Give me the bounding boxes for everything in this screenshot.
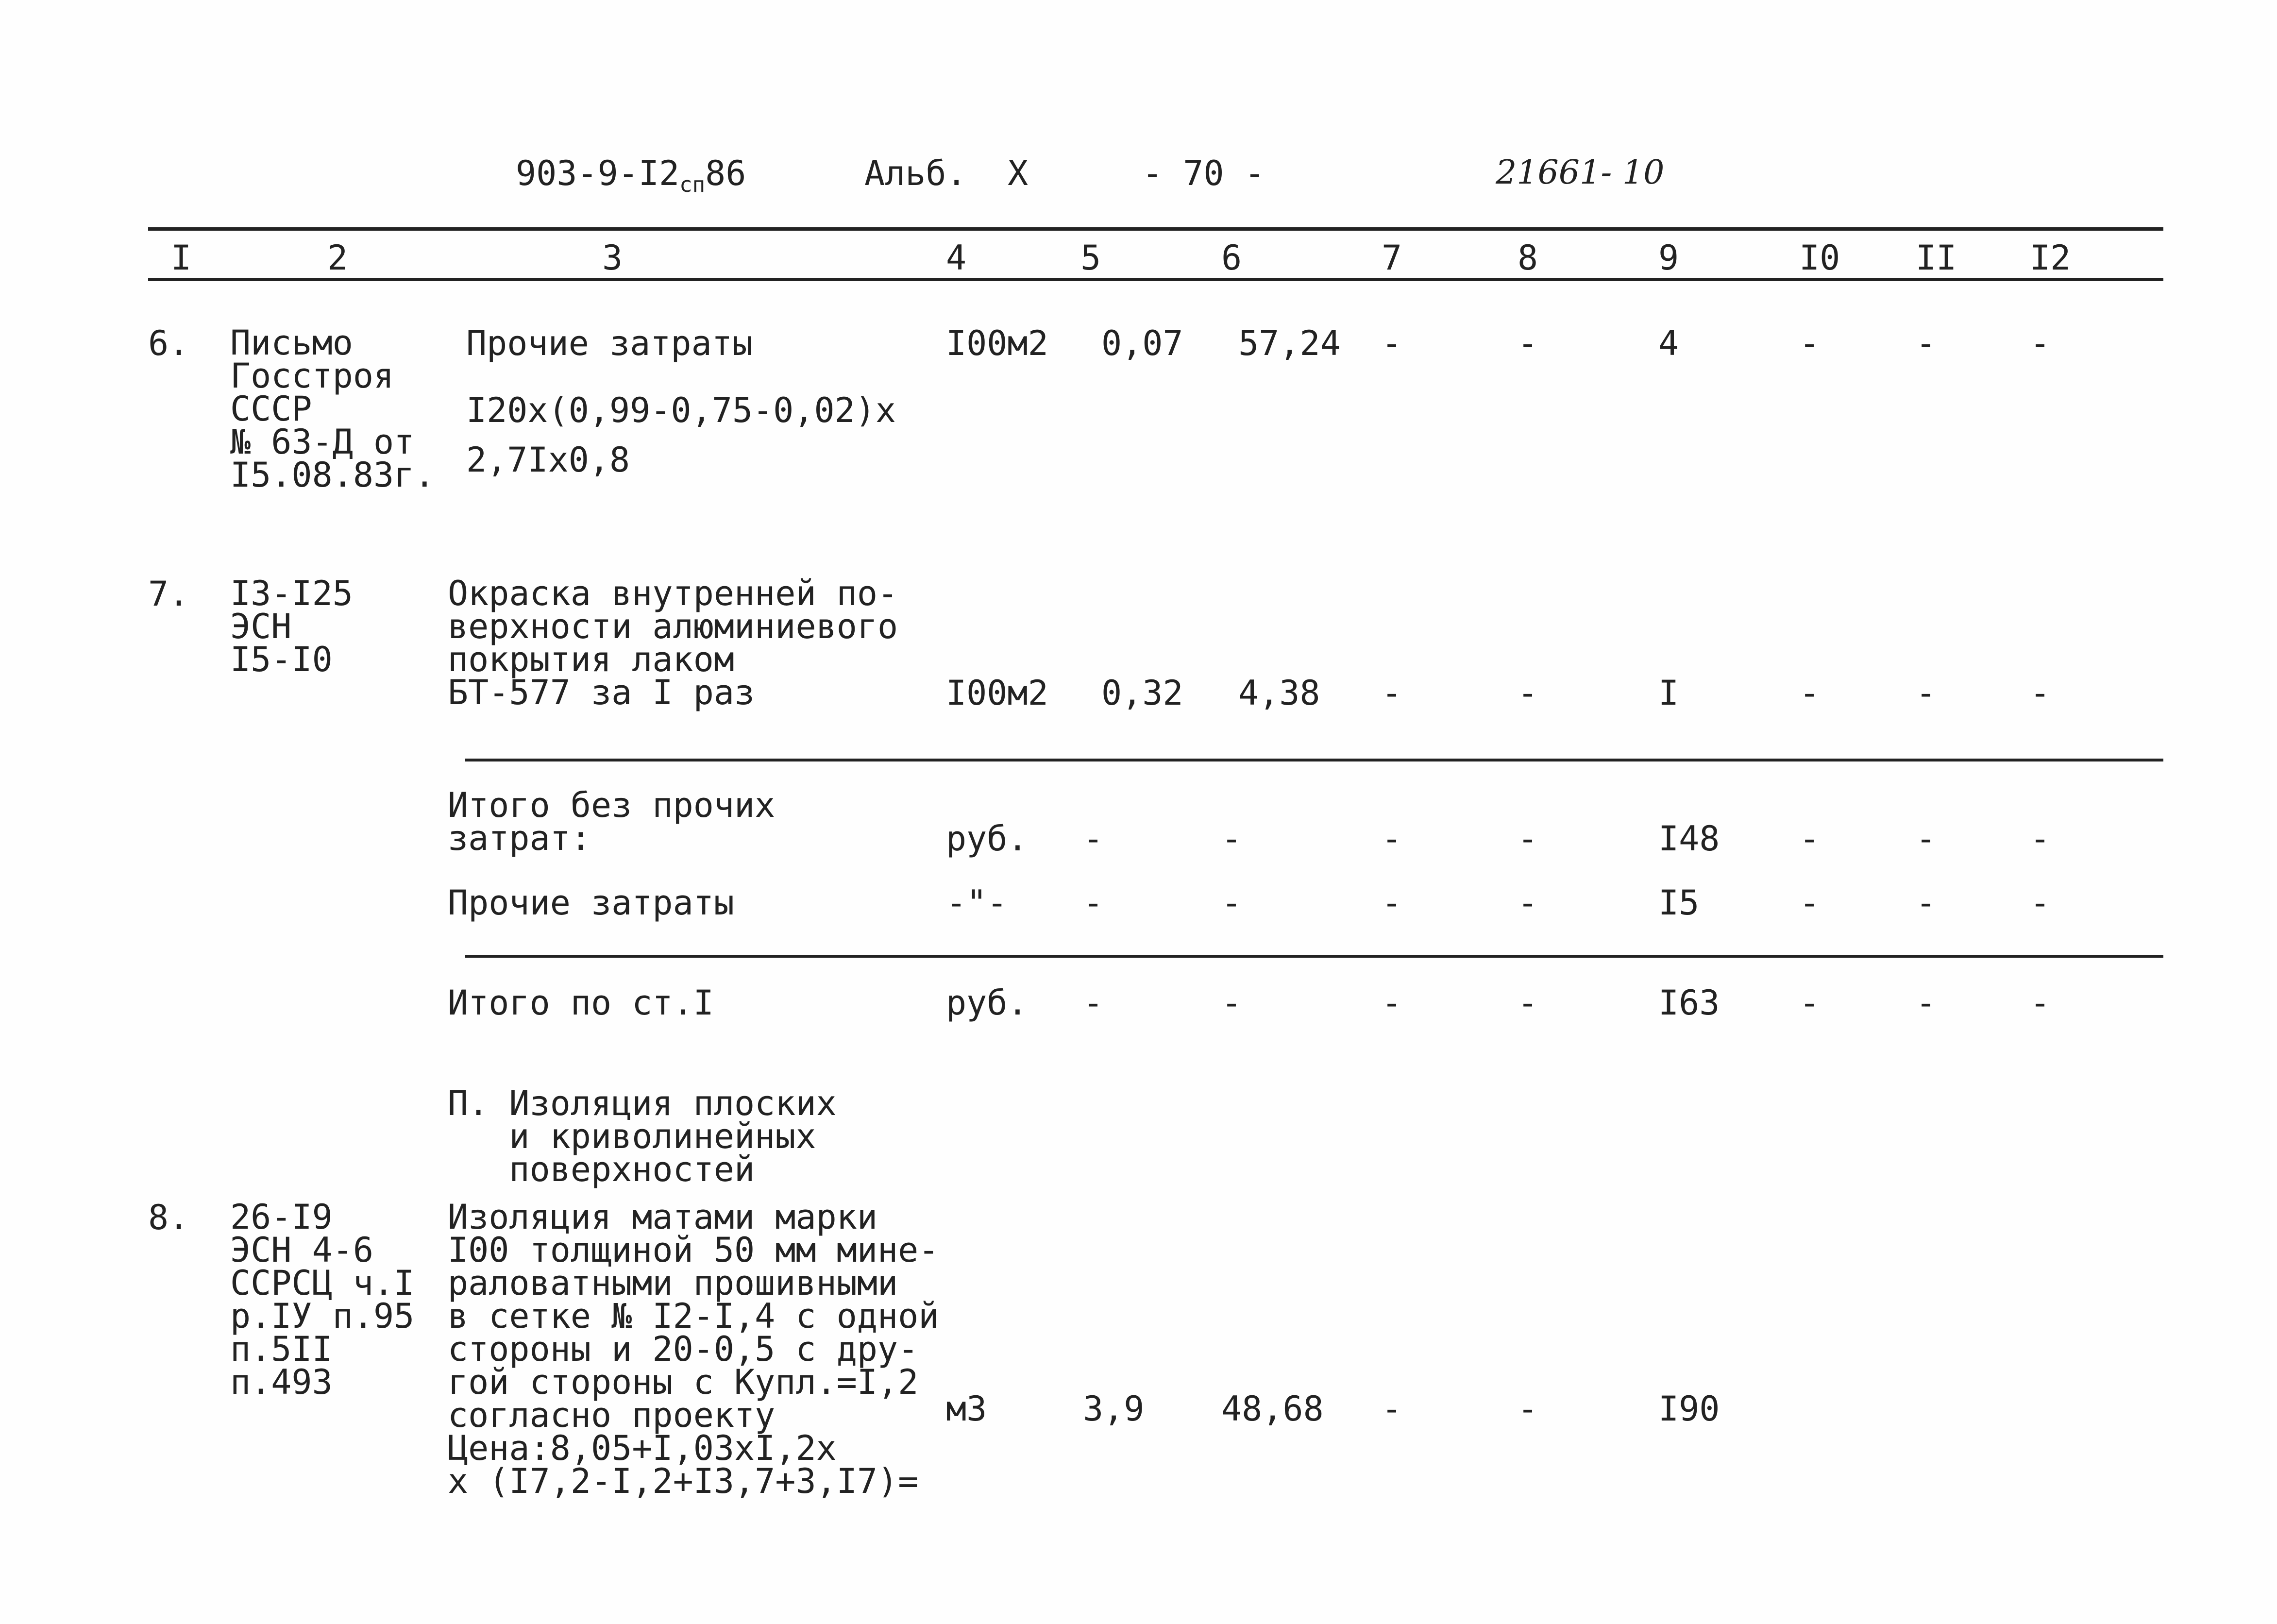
row-col11: -	[1916, 673, 1937, 713]
col-header-4: 4	[946, 238, 967, 278]
row-formula: I20x(0,99-0,75-0,02)x	[466, 390, 896, 430]
row-basis: Письмо Госстроя СССР № 63-Д от I5.08.83г.	[230, 323, 435, 495]
col-header-8: 8	[1518, 238, 1538, 278]
row-col12: -	[2030, 819, 2051, 859]
inventory-number: 21661- 10	[1496, 153, 1665, 192]
row-basis: I3-I25 ЭСН I5-I0	[230, 574, 353, 679]
col-header-12: I2	[2030, 238, 2071, 278]
row-work-name: Изоляция матами марки I00 толщиной 50 мм мине- раловатными прошивными в сетке № I2-I,4 с одной стороны и 20-0,5 с дру- гой стороны с Купл.=I,2 согласно проекту Цена:8,05+I,03xI,2x x (I7,2-I,2+I3,7+3,I7)=	[448, 1197, 939, 1501]
row-col10: -	[1799, 883, 1820, 923]
col-header-2: 2	[327, 238, 348, 278]
row-unit: I00м2	[946, 323, 1048, 363]
subtotal-rule	[465, 759, 2163, 761]
row-price: 4,38	[1238, 673, 1320, 713]
row-col12: -	[2030, 673, 2051, 713]
row-col9: I63	[1658, 983, 1720, 1023]
col-header-3: 3	[602, 238, 623, 278]
top-rule	[148, 227, 2163, 231]
row-quantity: 0,07	[1101, 323, 1183, 363]
row-col9: I48	[1658, 819, 1720, 859]
row-col12: -	[2030, 983, 2051, 1023]
col-header-7: 7	[1382, 238, 1402, 278]
row-col9: I5	[1658, 883, 1700, 923]
row-col7: -	[1382, 1389, 1402, 1429]
col-header-5: 5	[1080, 238, 1101, 278]
row-col11: -	[1916, 983, 1937, 1023]
row-col8: -	[1518, 673, 1538, 713]
row-unit: руб.	[946, 819, 1028, 859]
col-header-9: 9	[1658, 238, 1679, 278]
row-quantity: 0,32	[1101, 673, 1183, 713]
row-col12: -	[2030, 323, 2051, 363]
row-quantity: -	[1083, 819, 1104, 859]
row-quantity: -	[1083, 883, 1104, 923]
row-col11: -	[1916, 323, 1937, 363]
row-col11: -	[1916, 883, 1937, 923]
row-unit: -"-	[946, 883, 1008, 923]
row-unit: I00м2	[946, 673, 1048, 713]
row-formula: 2,7Ix0,8	[466, 440, 630, 480]
row-col9: 4	[1658, 323, 1679, 363]
row-col11: -	[1916, 819, 1937, 859]
row-col7: -	[1382, 323, 1402, 363]
row-col8: -	[1518, 883, 1538, 923]
row-unit: м3	[946, 1389, 987, 1429]
row-number: 6.	[148, 323, 189, 363]
col-header-6: 6	[1221, 238, 1242, 278]
row-col12: -	[2030, 883, 2051, 923]
col-header-1: I	[171, 238, 192, 278]
row-price: -	[1221, 819, 1242, 859]
row-col7: -	[1382, 983, 1402, 1023]
row-price: 48,68	[1221, 1389, 1324, 1429]
row-number: 8.	[148, 1198, 189, 1237]
row-col10: -	[1799, 819, 1820, 859]
album-label: Альб. X	[864, 153, 1029, 193]
row-col9: I90	[1658, 1389, 1720, 1429]
row-col8: -	[1518, 323, 1538, 363]
row-unit: руб.	[946, 983, 1028, 1023]
row-basis: 26-I9 ЭСН 4-6 ССРСЦ ч.I р.IУ п.95 п.5II п.493	[230, 1197, 415, 1402]
row-quantity: 3,9	[1083, 1389, 1145, 1429]
row-price: 57,24	[1238, 323, 1341, 363]
row-work-name: Прочие затраты	[466, 323, 753, 363]
row-quantity: -	[1083, 983, 1104, 1023]
row-work-name: Окраска внутренней по- верхности алюминиевого покрытия лаком БТ-577 за I раз	[448, 574, 898, 712]
subtotal-label: Итого без прочих затрат:	[448, 785, 776, 858]
page-number: - 70 -	[1142, 153, 1265, 193]
col-header-10: I0	[1799, 238, 1840, 278]
row-col7: -	[1382, 673, 1402, 713]
col-header-11: II	[1916, 238, 1957, 278]
row-col10: -	[1799, 323, 1820, 363]
row-col8: -	[1518, 819, 1538, 859]
row-col7: -	[1382, 819, 1402, 859]
header-bottom-rule	[148, 278, 2163, 281]
other-costs-label: Прочие затраты	[448, 883, 735, 923]
row-number: 7.	[148, 574, 189, 614]
total-label: Итого по ст.I	[448, 983, 714, 1023]
row-col7: -	[1382, 883, 1402, 923]
row-col9: I	[1658, 673, 1679, 713]
row-price: -	[1221, 883, 1242, 923]
total-rule	[465, 955, 2163, 958]
row-col8: -	[1518, 1389, 1538, 1429]
document-code: $903-9-I2_{сп}86$	[516, 153, 746, 197]
row-col10: -	[1799, 673, 1820, 713]
row-col10: -	[1799, 983, 1820, 1023]
section-heading: П. Изоляция плоских и криволинейных поверхностей	[448, 1083, 837, 1189]
row-price: -	[1221, 983, 1242, 1023]
row-col8: -	[1518, 983, 1538, 1023]
